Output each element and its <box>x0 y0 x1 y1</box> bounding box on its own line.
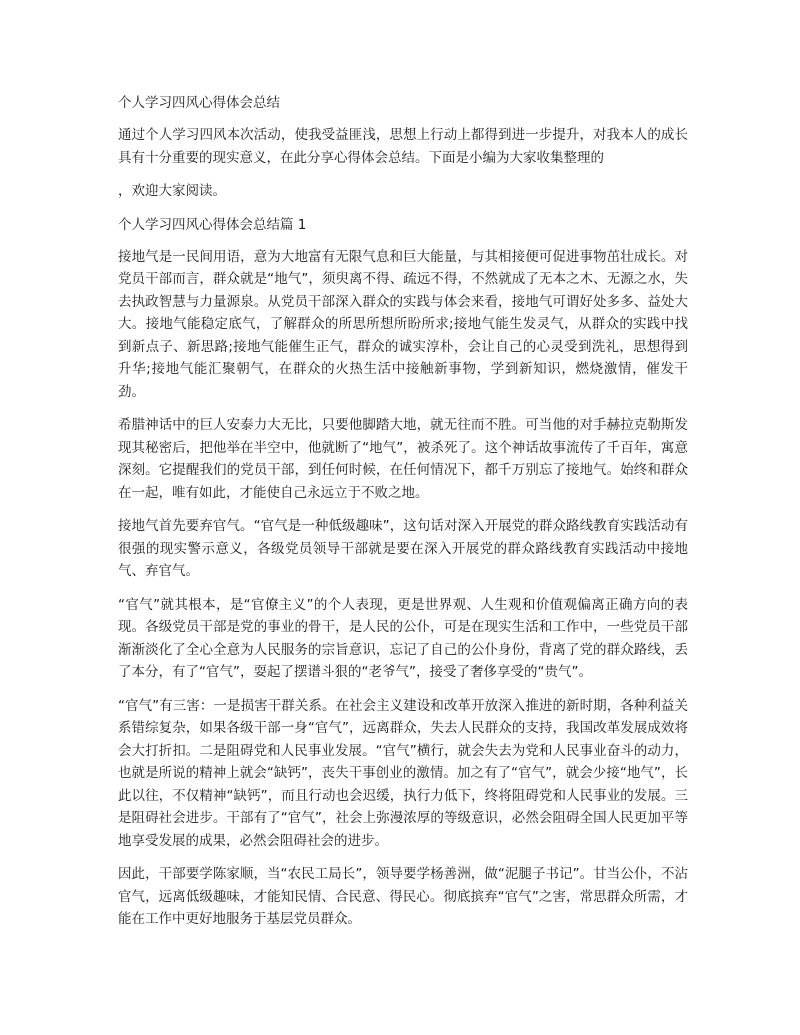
intro-paragraph: 通过个人学习四风本次活动，使我受益匪浅，思想上行动上都得到进一步提升，对我本人的成长具有十分重要的现实意义，在此分享心得体会总结。下面是小编为大家收集整理的 <box>118 127 688 166</box>
section-title: 个人学习四风心得体会总结篇 1 <box>118 216 307 233</box>
body-paragraph: 接地气是一民间用语，意为大地富有无限气息和巨大能量，与其相接便可促进事物茁壮成长。对党员干部而言，群众就是“地气”，须臾离不得、疏远不得，不然就成了无本之木、无源之水，失去执政智慧与力量源泉。从党员干部深入群众的实践与体会来看，接地气可谓好处多多、益处大大。接地气能稳定底气，了解群众的所思所想所盼所求;接地气能生发灵气，从群众的实践中找到新点子、新思路;接地气能催生正气，群众的诚实淳朴，会让自己的心灵受到洗礼，思想得到升华;接地气能汇聚朝气，在群众的火热生活中接触新事物，学到新知识，燃烧激情，催发干劲。 <box>118 248 688 400</box>
body-paragraph: 因此，干部要学陈家顺，当“农民工局长”，领导要学杨善洲，做“泥腿子书记”。甘当公仆，不沾官气，远离低级趣味，才能知民情、合民意、得民心。彻底摈弃“官气”之害，常思群众所需，才能在工作中更好地服务于基层党员群众。 <box>118 866 688 927</box>
body-paragraph: 希腊神话中的巨人安泰力大无比，只要他脚踏大地，就无往而不胜。可当他的对手赫拉克勒斯发现其秘密后，把他举在半空中，他就断了“地气”，被杀死了。这个神话故事流传了千百年，寓意深刻。它提醒我们的党员干部，到任何时候，在任何情况下，都千万别忘了接地气。始终和群众在一起，唯有如此，才能使自己永远立于不败之地。 <box>118 417 688 501</box>
document-page <box>118 92 688 942</box>
body-paragraph: 接地气首先要弃官气。“官气是一种低级趣味”，这句话对深入开展党的群众路线教育实践活动有很强的现实警示意义，各级党员领导干部就是要在深入开展党的群众路线教育实践活动中接地气、弃官气。 <box>118 518 688 579</box>
body-paragraph: “官气”有三害：一是损害干群关系。在社会主义建设和改革开放深入推进的新时期，各种利益关系错综复杂，如果各级干部一身“官气”，远离群众，失去人民群众的支持，我国改革发展成效将会大打折扣。二是阻碍党和人民事业发展。“官气”横行，就会失去为党和人民事业奋斗的动力，也就是所说的精神上就会“缺钙”，丧失干事创业的激情。加之有了“官气”，就会少接“地气”，长此以往，不仅精神“缺钙”，而且行动也会迟缓，执行力低下，终将阻碍党和人民事业的发展。三是阻碍社会进步。干部有了“官气”，社会上弥漫浓厚的等级意识，必然会阻碍全国人民更加平等地享受发展的成果，必然会阻碍社会的进步。 <box>118 697 688 849</box>
document-title: 个人学习四风心得体会总结 <box>118 95 280 111</box>
body-paragraph: “官气”就其根本，是“官僚主义”的个人表现，更是世界观、人生观和价值观偏离正确方向的表现。各级党员干部是党的事业的骨干，是人民的公仆，可是在现实生活和工作中，一些党员干部渐渐淡化了全心全意为人民服务的宗旨意识，忘记了自己的公仆身份，背离了党的群众路线，丢了本分，有了“官气”，耍起了摆谱斗狠的“老爷气”，接受了奢侈享受的“贵气”。 <box>118 596 688 680</box>
intro-tail: ，欢迎大家阅读。 <box>118 183 226 199</box>
